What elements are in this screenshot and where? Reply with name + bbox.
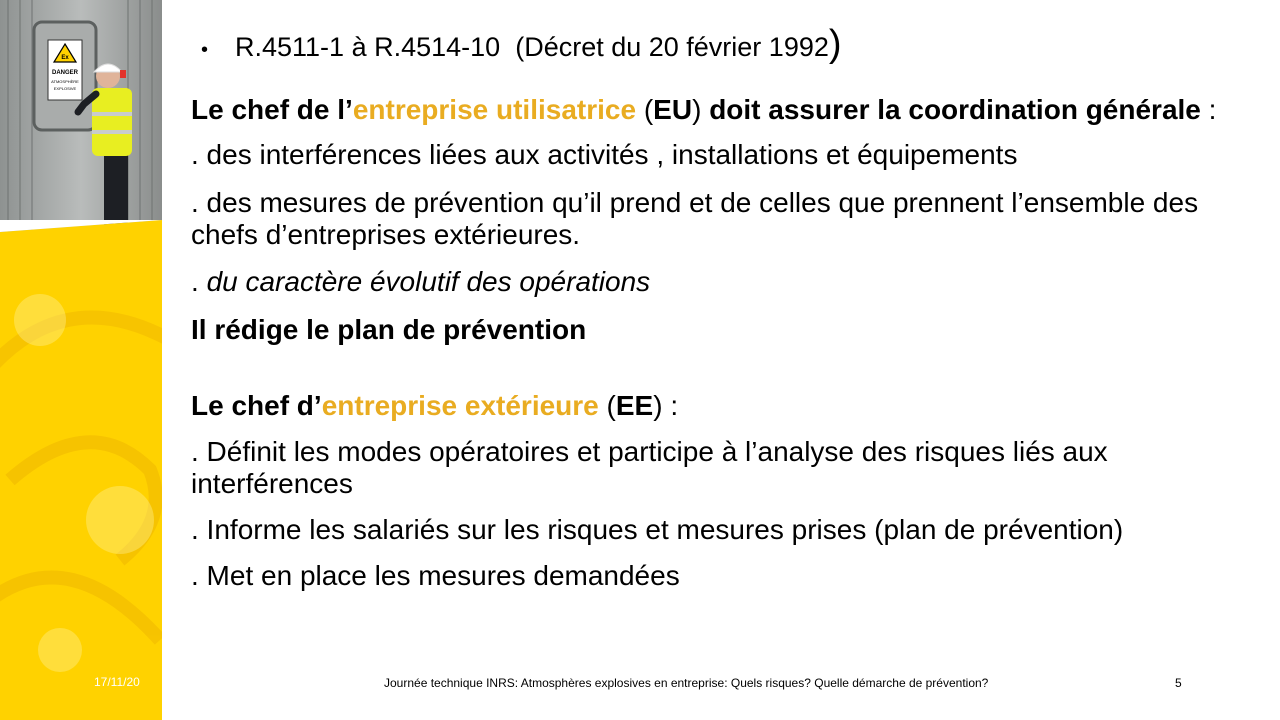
eu-item-3 bbox=[191, 266, 1266, 298]
ee-heading-lead: Le chef d’ bbox=[191, 390, 322, 421]
eu-heading-lead: Le chef de l’ bbox=[191, 94, 353, 125]
eu-abbr: EU bbox=[653, 94, 693, 125]
ee-heading-close: ) : bbox=[653, 390, 679, 421]
eu-heading-colon: : bbox=[1200, 94, 1217, 125]
eu-item-3-text: du caractère évolutif des opérations bbox=[206, 266, 651, 297]
ee-item-1: . Définit les modes opératoires et participe à l’analyse des risques liés aux interférences bbox=[191, 436, 1108, 499]
ee-heading-open: ( bbox=[598, 390, 616, 421]
ee-heading bbox=[191, 390, 1266, 422]
regulation-ref: R.4511-1 à R.4514-10 bbox=[235, 32, 501, 62]
ee-heading-accent: entreprise extérieure bbox=[321, 390, 599, 421]
eu-heading-accent: entreprise utilisatrice bbox=[352, 94, 637, 125]
left-sidebar bbox=[0, 0, 162, 720]
eu-item-1: . des interférences liées aux activités , installations et équipements bbox=[191, 139, 1018, 170]
eu-item-2: . des mesures de prévention qu’il prend et de celles que prennent l’ensemble des chefs d’entreprises extérieures. bbox=[191, 187, 1199, 250]
regulation-bullet bbox=[201, 24, 1266, 70]
page-number: 5 bbox=[1175, 676, 1182, 690]
sign-sub1: ATMOSPHÈRE bbox=[51, 79, 79, 84]
ee-item-2: . Informe les salariés sur les risques et mesures prises (plan de prévention) bbox=[191, 514, 1124, 545]
eu-heading-open: ( bbox=[636, 94, 654, 125]
eu-heading-close: ) bbox=[692, 94, 710, 125]
eu-heading-rest: doit assurer la coordination générale bbox=[709, 94, 1201, 125]
decree-text: (Décret du 20 février 1992 bbox=[515, 32, 829, 62]
ee-item-3: . Met en place les mesures demandées bbox=[191, 560, 680, 591]
bullet-dot-icon: • bbox=[201, 39, 209, 61]
eu-item-3-dot: . bbox=[191, 266, 207, 297]
plan-line: Il rédige le plan de prévention bbox=[191, 314, 587, 345]
footer-date: 17/11/20 bbox=[94, 675, 140, 689]
paren-close: ) bbox=[828, 23, 842, 65]
sign-title: DANGER bbox=[51, 70, 79, 76]
footer-text: Journée technique INRS: Atmosphères explosives en entreprise: Quels risques? Quelle démarche de prévention? bbox=[384, 676, 989, 690]
sign-sub2: EXPLOSIVE bbox=[53, 86, 77, 91]
ex-symbol: Ex bbox=[61, 55, 69, 61]
slide-content bbox=[191, 24, 1266, 592]
ee-abbr: EE bbox=[615, 390, 654, 421]
yellow-texture bbox=[0, 220, 162, 720]
eu-heading bbox=[191, 94, 1266, 126]
worker-photo bbox=[0, 0, 162, 232]
